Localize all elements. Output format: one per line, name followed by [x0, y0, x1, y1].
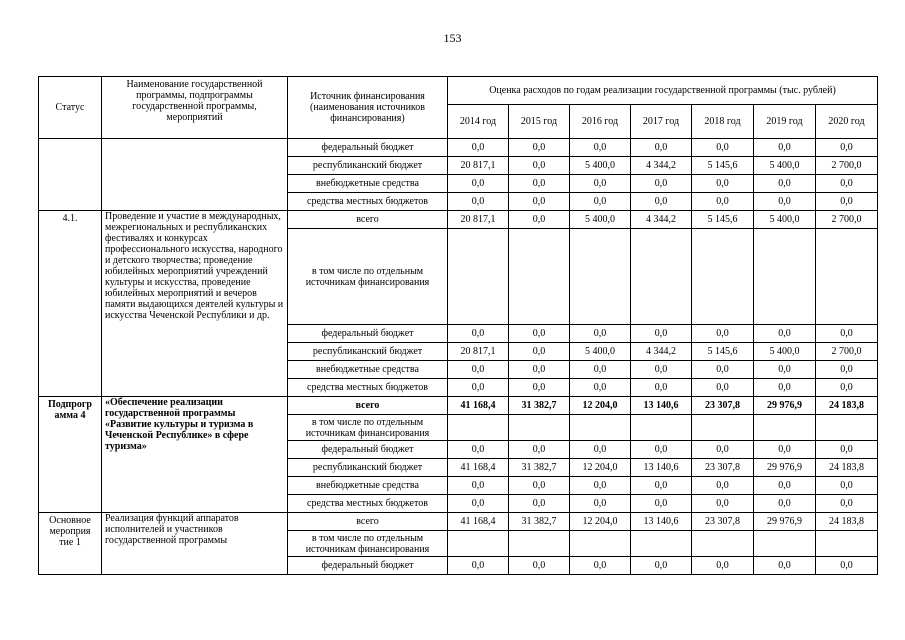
cell-value-2018	[692, 229, 754, 325]
row-funding-source: федеральный бюджет	[288, 139, 448, 157]
cell-value-2018: 0,0	[692, 477, 754, 495]
cell-value-2015: 0,0	[509, 157, 570, 175]
cell-value-2015	[509, 415, 570, 441]
cell-value-2019: 5 400,0	[754, 211, 816, 229]
cell-value-2019: 0,0	[754, 361, 816, 379]
cell-value-2016: 0,0	[570, 379, 631, 397]
cell-value-2017: 0,0	[631, 495, 692, 513]
row-funding-source: республиканский бюджет	[288, 157, 448, 175]
cell-value-2017	[631, 229, 692, 325]
cell-value-2014: 0,0	[448, 379, 509, 397]
cell-value-2020: 0,0	[816, 175, 878, 193]
cell-value-2020: 24 183,8	[816, 459, 878, 477]
cell-value-2015: 0,0	[509, 193, 570, 211]
cell-value-2017: 4 344,2	[631, 211, 692, 229]
cell-value-2018: 0,0	[692, 441, 754, 459]
header-year: 2019 год	[754, 105, 816, 139]
header-year: 2014 год	[448, 105, 509, 139]
row-status: Основное мероприя тие 1	[39, 513, 102, 575]
cell-value-2016: 0,0	[570, 495, 631, 513]
cell-value-2020: 0,0	[816, 139, 878, 157]
cell-value-2017: 13 140,6	[631, 459, 692, 477]
cell-value-2014: 0,0	[448, 325, 509, 343]
cell-value-2016: 0,0	[570, 361, 631, 379]
cell-value-2016	[570, 229, 631, 325]
cell-value-2019: 0,0	[754, 477, 816, 495]
cell-value-2020: 0,0	[816, 325, 878, 343]
cell-value-2014: 0,0	[448, 477, 509, 495]
page-number: 153	[443, 31, 462, 45]
cell-value-2016: 0,0	[570, 175, 631, 193]
cell-value-2015: 31 382,7	[509, 513, 570, 531]
cell-value-2020: 2 700,0	[816, 211, 878, 229]
cell-value-2017	[631, 531, 692, 557]
cell-value-2019: 0,0	[754, 175, 816, 193]
row-funding-source: внебюджетные средства	[288, 361, 448, 379]
cell-value-2016: 0,0	[570, 557, 631, 575]
cell-value-2018	[692, 415, 754, 441]
row-funding-source: республиканский бюджет	[288, 459, 448, 477]
cell-value-2019: 29 976,9	[754, 459, 816, 477]
cell-value-2015: 0,0	[509, 477, 570, 495]
cell-value-2019: 0,0	[754, 325, 816, 343]
cell-value-2020: 2 700,0	[816, 343, 878, 361]
cell-value-2015: 0,0	[509, 379, 570, 397]
cell-value-2014: 20 817,1	[448, 343, 509, 361]
cell-value-2020: 0,0	[816, 557, 878, 575]
cell-value-2019: 29 976,9	[754, 513, 816, 531]
cell-value-2016: 0,0	[570, 139, 631, 157]
cell-value-2019: 0,0	[754, 495, 816, 513]
cell-value-2016: 0,0	[570, 441, 631, 459]
cell-value-2018: 0,0	[692, 361, 754, 379]
cell-value-2017: 0,0	[631, 441, 692, 459]
cell-value-2019: 0,0	[754, 379, 816, 397]
cell-value-2014: 0,0	[448, 495, 509, 513]
cell-value-2018: 23 307,8	[692, 513, 754, 531]
cell-value-2014: 0,0	[448, 175, 509, 193]
cell-value-2020	[816, 531, 878, 557]
row-program-name: Реализация функций аппаратов исполнителей и участников государственной программы	[102, 513, 288, 575]
row-funding-source: республиканский бюджет	[288, 343, 448, 361]
cell-value-2016: 12 204,0	[570, 513, 631, 531]
cell-value-2014: 20 817,1	[448, 211, 509, 229]
header-year: 2020 год	[816, 105, 878, 139]
cell-value-2019	[754, 229, 816, 325]
cell-value-2019: 0,0	[754, 441, 816, 459]
cell-value-2016: 5 400,0	[570, 211, 631, 229]
row-funding-source: в том числе по отдельным источникам финансирования	[288, 415, 448, 441]
cell-value-2014	[448, 415, 509, 441]
row-funding-source: федеральный бюджет	[288, 441, 448, 459]
cell-value-2019	[754, 531, 816, 557]
row-funding-source: средства местных бюджетов	[288, 379, 448, 397]
cell-value-2020: 0,0	[816, 361, 878, 379]
header-row-top	[39, 77, 878, 105]
row-funding-source: в том числе по отдельным источникам финансирования	[288, 229, 448, 325]
cell-value-2019: 5 400,0	[754, 343, 816, 361]
cell-value-2014: 0,0	[448, 139, 509, 157]
cell-value-2016: 5 400,0	[570, 157, 631, 175]
table-body	[39, 139, 878, 575]
table-row	[39, 513, 878, 531]
cell-value-2019	[754, 415, 816, 441]
cell-value-2018	[692, 531, 754, 557]
cell-value-2014: 41 168,4	[448, 459, 509, 477]
cell-value-2015	[509, 229, 570, 325]
cell-value-2016: 0,0	[570, 325, 631, 343]
row-funding-source: всего	[288, 513, 448, 531]
cell-value-2018: 5 145,6	[692, 157, 754, 175]
table-row	[39, 211, 878, 229]
cell-value-2018: 23 307,8	[692, 459, 754, 477]
cell-value-2017: 0,0	[631, 175, 692, 193]
cell-value-2020: 24 183,8	[816, 397, 878, 415]
cell-value-2017: 0,0	[631, 361, 692, 379]
cell-value-2016	[570, 531, 631, 557]
cell-value-2015: 0,0	[509, 441, 570, 459]
cell-value-2015: 0,0	[509, 211, 570, 229]
cell-value-2014: 0,0	[448, 193, 509, 211]
row-funding-source: средства местных бюджетов	[288, 495, 448, 513]
cell-value-2018: 0,0	[692, 175, 754, 193]
header-source: Источник финансирования (наименования источников финансирования)	[288, 77, 448, 139]
row-status	[39, 139, 102, 211]
row-program-name: «Обеспечение реализации государственной программы «Развитие культуры и туризма в Чеченской Республике» в сфере туризма»	[102, 397, 288, 513]
cell-value-2019: 0,0	[754, 193, 816, 211]
cell-value-2017: 0,0	[631, 477, 692, 495]
cell-value-2020: 0,0	[816, 193, 878, 211]
cell-value-2016: 0,0	[570, 193, 631, 211]
cell-value-2018: 5 145,6	[692, 211, 754, 229]
row-funding-source: федеральный бюджет	[288, 325, 448, 343]
cell-value-2020	[816, 229, 878, 325]
cell-value-2018: 0,0	[692, 557, 754, 575]
cell-value-2018: 0,0	[692, 139, 754, 157]
cell-value-2017: 0,0	[631, 557, 692, 575]
cell-value-2017: 0,0	[631, 139, 692, 157]
cell-value-2015: 0,0	[509, 139, 570, 157]
cell-value-2020: 0,0	[816, 477, 878, 495]
cell-value-2017: 13 140,6	[631, 397, 692, 415]
cell-value-2015: 0,0	[509, 361, 570, 379]
cell-value-2015: 31 382,7	[509, 397, 570, 415]
cell-value-2014: 41 168,4	[448, 513, 509, 531]
budget-table	[38, 76, 878, 575]
row-funding-source: федеральный бюджет	[288, 557, 448, 575]
cell-value-2016: 12 204,0	[570, 459, 631, 477]
cell-value-2019: 29 976,9	[754, 397, 816, 415]
header-year: 2016 год	[570, 105, 631, 139]
header-year: 2015 год	[509, 105, 570, 139]
cell-value-2017: 0,0	[631, 379, 692, 397]
row-funding-source: средства местных бюджетов	[288, 193, 448, 211]
cell-value-2015: 0,0	[509, 557, 570, 575]
cell-value-2015: 0,0	[509, 495, 570, 513]
cell-value-2020: 0,0	[816, 379, 878, 397]
row-program-name: Проведение и участие в международных, межрегиональных и республиканских фестивалях и конкурсах профессионального искусства, народного и детского творчества; проведение юбилейных мероприятий учреждений культуры и искусства, проведение юбилейных мероприятий и вечеров памяти выдающихся деятелей культуры и искусства Чеченской Республики и др.	[102, 211, 288, 397]
cell-value-2019: 0,0	[754, 139, 816, 157]
cell-value-2017: 13 140,6	[631, 513, 692, 531]
cell-value-2020: 2 700,0	[816, 157, 878, 175]
cell-value-2015: 0,0	[509, 343, 570, 361]
cell-value-2014: 0,0	[448, 441, 509, 459]
cell-value-2020	[816, 415, 878, 441]
table-row	[39, 397, 878, 415]
cell-value-2018: 0,0	[692, 379, 754, 397]
cell-value-2014: 0,0	[448, 361, 509, 379]
cell-value-2017: 4 344,2	[631, 343, 692, 361]
cell-value-2016: 0,0	[570, 477, 631, 495]
cell-value-2019: 5 400,0	[754, 157, 816, 175]
cell-value-2014: 20 817,1	[448, 157, 509, 175]
cell-value-2016	[570, 415, 631, 441]
row-status: 4.1.	[39, 211, 102, 397]
header-estimate: Оценка расходов по годам реализации государственной программы (тыс. рублей)	[448, 77, 878, 105]
cell-value-2018: 0,0	[692, 495, 754, 513]
cell-value-2017: 4 344,2	[631, 157, 692, 175]
cell-value-2018: 0,0	[692, 325, 754, 343]
row-funding-source: всего	[288, 211, 448, 229]
header-status: Статус	[39, 77, 102, 139]
cell-value-2020: 0,0	[816, 441, 878, 459]
header-year: 2017 год	[631, 105, 692, 139]
row-program-name	[102, 139, 288, 211]
cell-value-2019: 0,0	[754, 557, 816, 575]
cell-value-2020: 0,0	[816, 495, 878, 513]
cell-value-2014	[448, 229, 509, 325]
row-funding-source: внебюджетные средства	[288, 477, 448, 495]
cell-value-2017	[631, 415, 692, 441]
row-funding-source: всего	[288, 397, 448, 415]
cell-value-2015	[509, 531, 570, 557]
cell-value-2018: 0,0	[692, 193, 754, 211]
cell-value-2017: 0,0	[631, 193, 692, 211]
row-funding-source: в том числе по отдельным источникам финансирования	[288, 531, 448, 557]
cell-value-2015: 31 382,7	[509, 459, 570, 477]
cell-value-2017: 0,0	[631, 325, 692, 343]
cell-value-2014: 0,0	[448, 557, 509, 575]
row-status: Подпрогр амма 4	[39, 397, 102, 513]
cell-value-2014: 41 168,4	[448, 397, 509, 415]
header-name: Наименование государственной программы, подпрограммы государственной программы, мероприятий	[102, 77, 288, 139]
header-year: 2018 год	[692, 105, 754, 139]
cell-value-2018: 23 307,8	[692, 397, 754, 415]
cell-value-2015: 0,0	[509, 175, 570, 193]
row-funding-source: внебюджетные средства	[288, 175, 448, 193]
cell-value-2016: 5 400,0	[570, 343, 631, 361]
cell-value-2015: 0,0	[509, 325, 570, 343]
cell-value-2016: 12 204,0	[570, 397, 631, 415]
cell-value-2014	[448, 531, 509, 557]
cell-value-2020: 24 183,8	[816, 513, 878, 531]
table-row	[39, 139, 878, 157]
cell-value-2018: 5 145,6	[692, 343, 754, 361]
